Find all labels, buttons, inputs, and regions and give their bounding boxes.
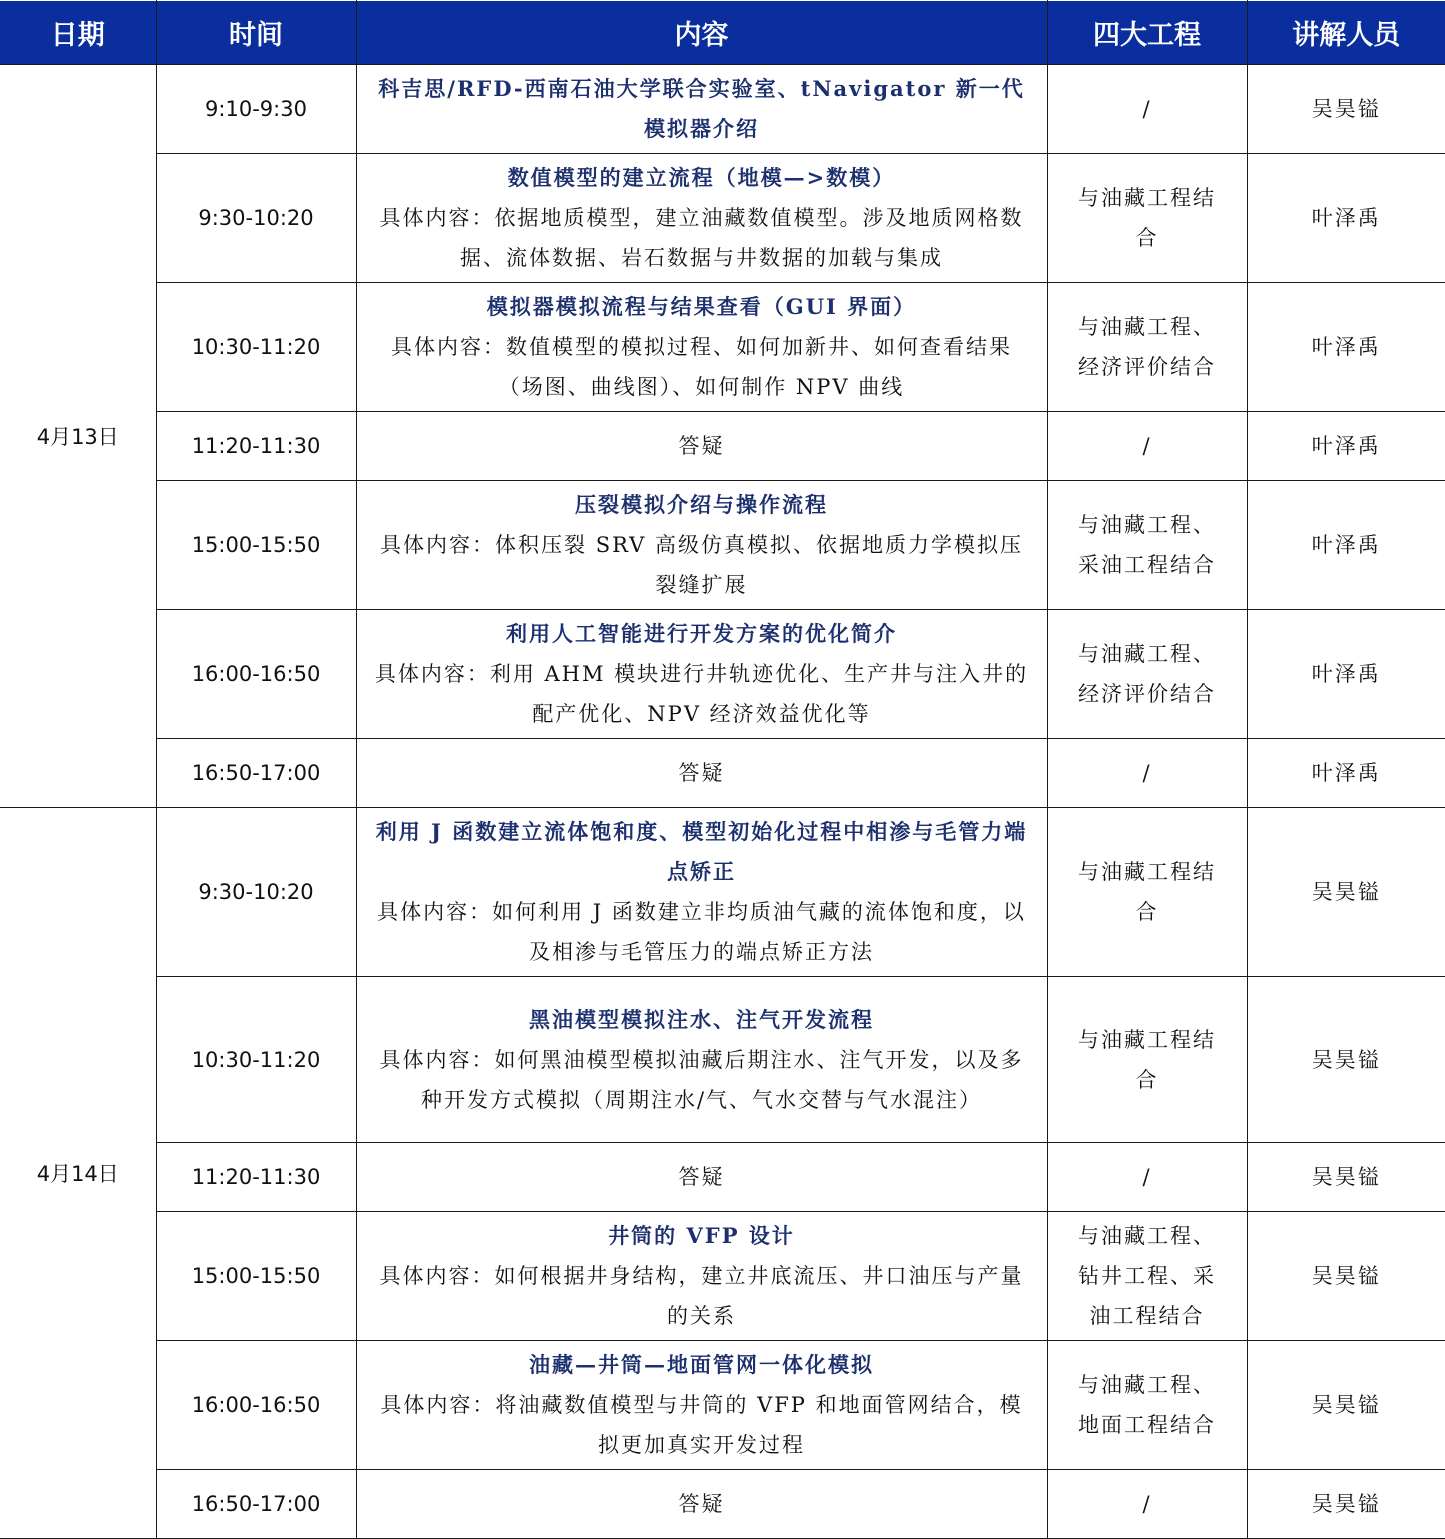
- table-row: [0, 481, 1445, 610]
- table-row: [0, 610, 1445, 739]
- engineering-cell: 与油藏工程、经济评价结合: [1047, 610, 1247, 739]
- speaker-cell: 叶泽禹: [1247, 412, 1445, 481]
- content-cell: [356, 1470, 1047, 1539]
- schedule-body: [0, 65, 1445, 1539]
- table-row: [0, 65, 1445, 154]
- engineering-cell: 与油藏工程结合: [1047, 977, 1247, 1143]
- time-cell: 11:20-11:30: [156, 412, 356, 481]
- content-cell: [356, 977, 1047, 1143]
- engineering-cell: 与油藏工程、地面工程结合: [1047, 1341, 1247, 1470]
- engineering-cell: /: [1047, 65, 1247, 154]
- content-cell: [356, 412, 1047, 481]
- table-row: [0, 977, 1445, 1143]
- session-title: 数值模型的建立流程（地模—>数模）: [507, 165, 896, 190]
- engineering-cell: 与油藏工程、经济评价结合: [1047, 283, 1247, 412]
- speaker-cell: 叶泽禹: [1247, 481, 1445, 610]
- time-cell: 9:30-10:20: [156, 808, 356, 977]
- content-cell: [356, 481, 1047, 610]
- content-cell: [356, 1143, 1047, 1212]
- table-row: [0, 1341, 1445, 1470]
- engineering-cell: /: [1047, 1470, 1247, 1539]
- content-cell: [356, 154, 1047, 283]
- engineering-cell: /: [1047, 412, 1247, 481]
- engineering-cell: /: [1047, 739, 1247, 808]
- session-detail: 具体内容：利用 AHM 模块进行井轨迹优化、生产井与注入井的配产优化、NPV 经济效益优化等: [374, 662, 1029, 726]
- session-detail: 具体内容：数值模型的模拟过程、如何加新井、如何查看结果（场图、曲线图）、如何制作 NPV 曲线: [391, 335, 1012, 399]
- table-row: [0, 1143, 1445, 1212]
- content-cell: [356, 1341, 1047, 1470]
- session-detail: 具体内容：将油藏数值模型与井筒的 VFP 和地面管网结合，模拟更加真实开发过程: [380, 1393, 1023, 1457]
- time-cell: 9:30-10:20: [156, 154, 356, 283]
- content-cell: [356, 283, 1047, 412]
- date-cell: 4月13日: [0, 65, 156, 808]
- time-cell: 16:50-17:00: [156, 1470, 356, 1539]
- engineering-cell: /: [1047, 1143, 1247, 1212]
- header-time: 时间: [156, 1, 356, 65]
- session-title: 模拟器模拟流程与结果查看（GUI 界面）: [486, 294, 917, 319]
- header-speaker: 讲解人员: [1247, 1, 1445, 65]
- content-cell: [356, 808, 1047, 977]
- speaker-cell: 吴昊镒: [1247, 1212, 1445, 1341]
- engineering-cell: 与油藏工程、采油工程结合: [1047, 481, 1247, 610]
- session-qa: 答疑: [678, 1165, 725, 1189]
- session-title: 黑油模型模拟注水、注气开发流程: [529, 1006, 874, 1032]
- table-row: [0, 1212, 1445, 1341]
- speaker-cell: 吴昊镒: [1247, 65, 1445, 154]
- table-row: [0, 154, 1445, 283]
- speaker-cell: 吴昊镒: [1247, 808, 1445, 977]
- time-cell: 9:10-9:30: [156, 65, 356, 154]
- header-row: [0, 1, 1445, 65]
- session-detail: 具体内容：体积压裂 SRV 高级仿真模拟、依据地质力学模拟压裂缝扩展: [380, 533, 1023, 597]
- time-cell: 11:20-11:30: [156, 1143, 356, 1212]
- time-cell: 16:00-16:50: [156, 610, 356, 739]
- session-title: 科吉思/RFD-西南石油大学联合实验室、tNavigator 新一代模拟器介绍: [378, 76, 1025, 141]
- time-cell: 15:00-15:50: [156, 481, 356, 610]
- speaker-cell: 吴昊镒: [1247, 1341, 1445, 1470]
- session-qa: 答疑: [678, 434, 725, 458]
- session-detail: 具体内容：如何利用 J 函数建立非均质油气藏的流体饱和度，以及相渗与毛管压力的端点矫正方法: [377, 900, 1026, 964]
- time-cell: 15:00-15:50: [156, 1212, 356, 1341]
- table-row: [0, 808, 1445, 977]
- time-cell: 10:30-11:20: [156, 283, 356, 412]
- header-date: 日期: [0, 1, 156, 65]
- table-row: [0, 1470, 1445, 1539]
- engineering-cell: 与油藏工程结合: [1047, 154, 1247, 283]
- table-row: [0, 283, 1445, 412]
- session-title: 利用 J 函数建立流体饱和度、模型初始化过程中相渗与毛管力端点矫正: [375, 819, 1028, 884]
- session-detail: 具体内容：如何根据井身结构，建立井底流压、井口油压与产量的关系: [379, 1264, 1024, 1328]
- speaker-cell: 吴昊镒: [1247, 977, 1445, 1143]
- session-title: 压裂模拟介绍与操作流程: [575, 492, 828, 517]
- session-title: 油藏—井筒—地面管网一体化模拟: [529, 1352, 874, 1377]
- speaker-cell: 吴昊镒: [1247, 1143, 1445, 1212]
- engineering-cell: 与油藏工程结合: [1047, 808, 1247, 977]
- session-title: 利用人工智能进行开发方案的优化简介: [506, 621, 897, 646]
- session-qa: 答疑: [678, 1492, 725, 1516]
- time-cell: 16:00-16:50: [156, 1341, 356, 1470]
- content-cell: [356, 65, 1047, 154]
- engineering-cell: 与油藏工程、钻井工程、采油工程结合: [1047, 1212, 1247, 1341]
- header-engineering: 四大工程: [1047, 1, 1247, 65]
- content-cell: [356, 739, 1047, 808]
- time-cell: 16:50-17:00: [156, 739, 356, 808]
- session-detail: 具体内容：依据地质模型，建立油藏数值模型。涉及地质网格数据、流体数据、岩石数据与井数据的加载与集成: [379, 206, 1024, 270]
- time-cell: 10:30-11:20: [156, 977, 356, 1143]
- table-row: [0, 412, 1445, 481]
- table-row: [0, 739, 1445, 808]
- speaker-cell: 吴昊镒: [1247, 1470, 1445, 1539]
- content-cell: [356, 610, 1047, 739]
- speaker-cell: 叶泽禹: [1247, 739, 1445, 808]
- session-qa: 答疑: [678, 761, 725, 785]
- content-cell: [356, 1212, 1047, 1341]
- speaker-cell: 叶泽禹: [1247, 154, 1445, 283]
- date-cell: 4月14日: [0, 808, 156, 1539]
- speaker-cell: 叶泽禹: [1247, 610, 1445, 739]
- session-detail: 具体内容：如何黑油模型模拟油藏后期注水、注气开发，以及多种开发方式模拟（周期注水/气、气水交替与气水混注）: [379, 1047, 1024, 1112]
- header-content: 内容: [356, 1, 1047, 65]
- speaker-cell: 叶泽禹: [1247, 283, 1445, 412]
- session-title: 井筒的 VFP 设计: [608, 1223, 795, 1248]
